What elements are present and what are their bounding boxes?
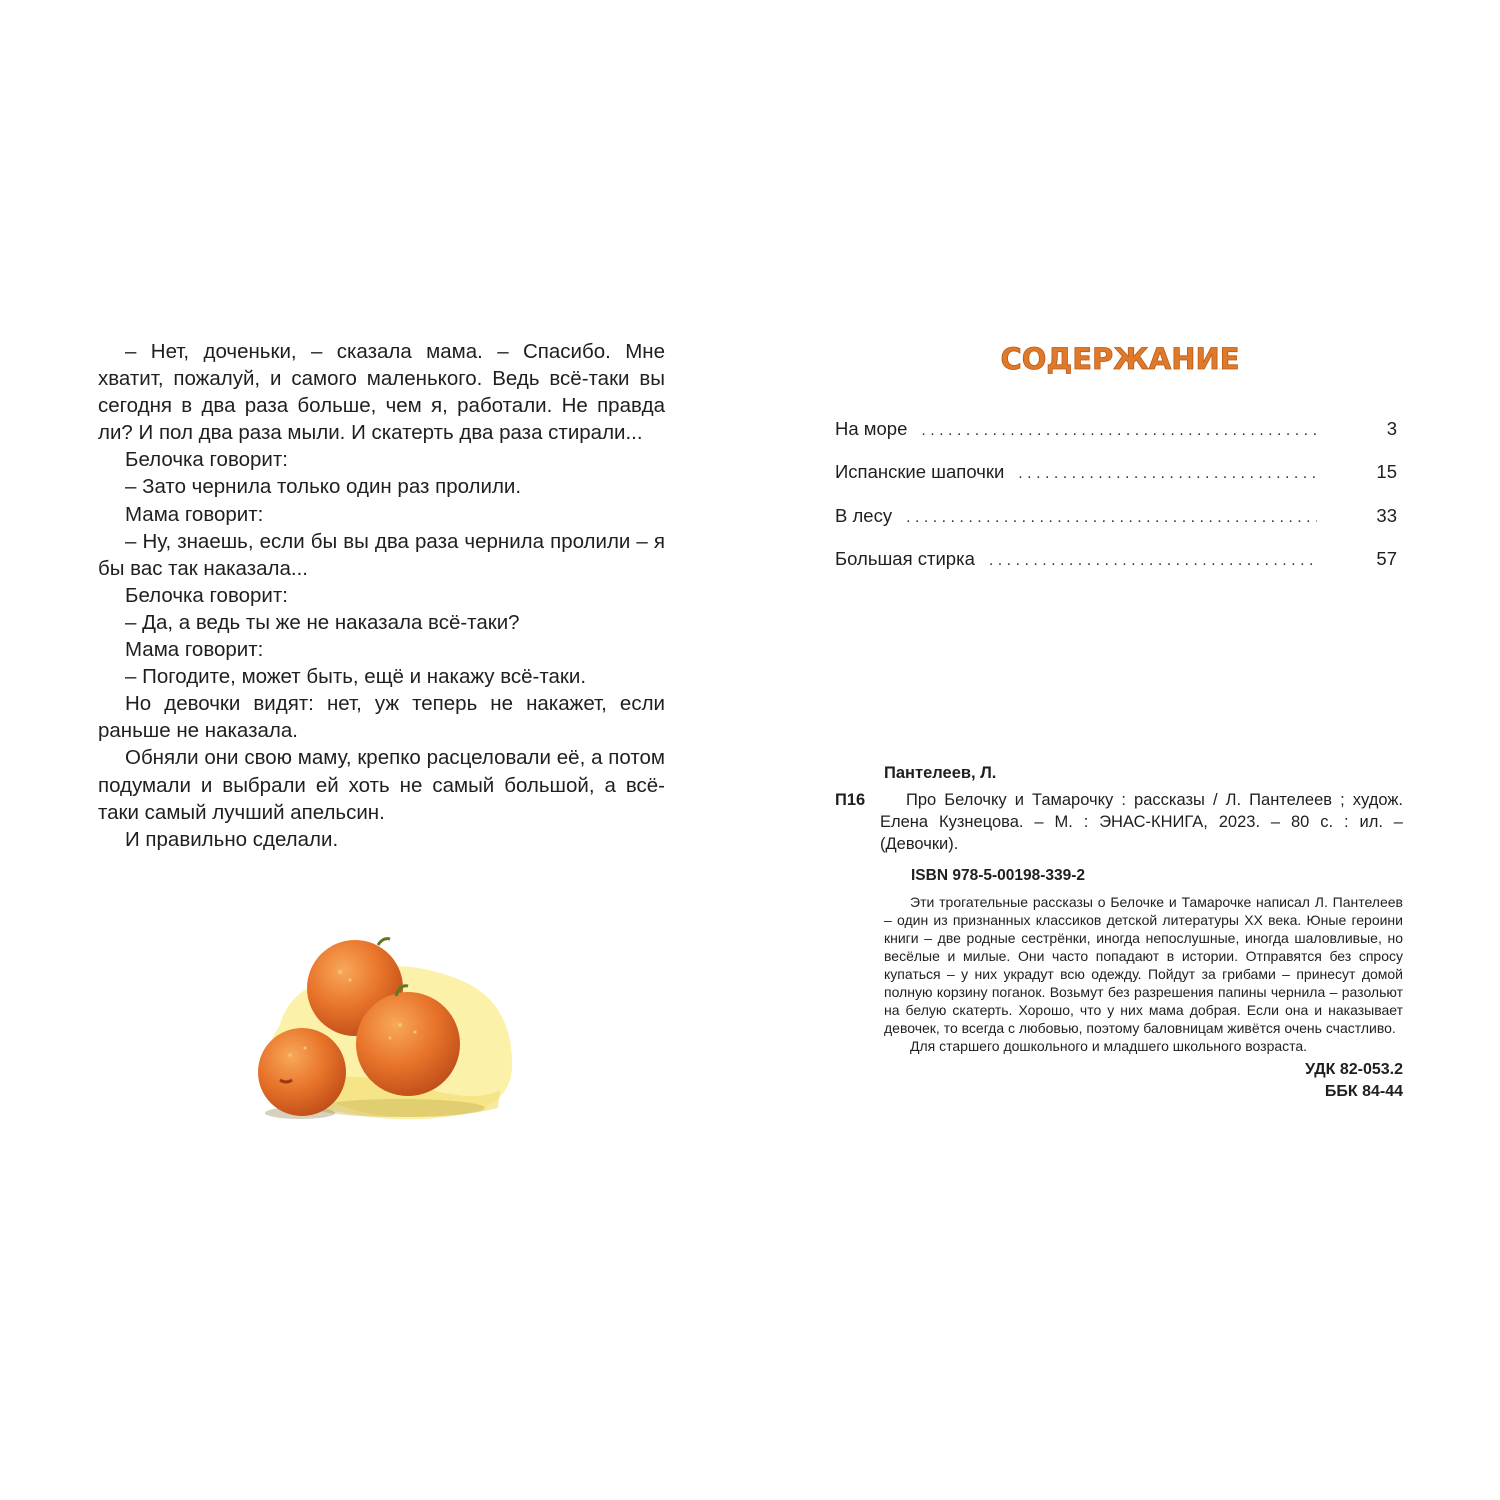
toc-item-page: 33	[1376, 504, 1397, 526]
biblio-author: Пантелеев, Л.	[884, 764, 997, 782]
biblio-isbn: ISBN 978-5-00198-339-2	[911, 867, 1086, 884]
toc-dot-leader	[906, 509, 1317, 527]
story-text	[98, 338, 665, 853]
toc-dot-leader	[921, 422, 1317, 440]
toc-item-page: 57	[1376, 547, 1397, 569]
biblio-annotation	[884, 893, 1403, 1055]
story-paragraph: Белочка говорит:	[125, 448, 288, 472]
story-paragraph: – Ну, знаешь, если бы вы два раза чернила пролили – я бы вас так наказала...	[98, 529, 665, 580]
table-of-contents	[835, 418, 1397, 591]
story-paragraph: – Нет, доченьки, – сказала мама. – Спасибо. Мне хватит, пожалуй, и самого маленького. Ведь всё-таки вы сегодня в два раза больше, чем я, работали. Не правда ли? И пол два раза мыли. И скатерть два раза стирали...	[98, 340, 665, 445]
story-paragraph: Обняли они свою маму, крепко расцеловали её, а потом подумали и выбрали ей хоть не самый большой, а всё-таки самый лучший апельсин.	[98, 746, 665, 824]
toc-item-title: В лесу	[835, 504, 893, 526]
biblio-description: Про Белочку и Тамарочку : рассказы / Л. Пантелеев ; худож. Елена Кузнецова. – М. : ЭНАС-КНИГА, 2023. – 80 с. : ил. – (Девочки).	[880, 791, 1403, 853]
annotation-audience: Для старшего дошкольного и младшего школьного возраста.	[910, 1038, 1308, 1054]
toc-dot-leader	[1018, 465, 1317, 483]
toc-title	[1000, 336, 1240, 380]
toc-item-page: 3	[1386, 418, 1397, 439]
toc-item-title: Большая стирка	[835, 547, 975, 569]
toc-item-title: На море	[835, 418, 908, 439]
annotation-text: Эти трогательные рассказы о Белочке и Тамарочке написал Л. Пантелеев – один из признанных классиков детской литературы XX века. Юные героини книги – две родные сестрёнки, иногда непослушные, иногда шаловливые, но весёлые и милые. Они часто попадают в истории. Отправятся без спросу купаться – у них украдут всю одежду. Пойдут за грибами – принесут домой полную корзину поганок. Возьмут без разрешения папины чернила – разольют на белую скатерть. Хорошо, что у них мама добрая. Если она и наказывает девочек, то всегда с любовью, поэтому баловницам живётся очень счастливо.	[884, 894, 1403, 1036]
story-paragraph: Мама говорит:	[125, 502, 264, 526]
story-paragraph: И правильно сделали.	[125, 827, 339, 851]
toc-item[interactable]	[835, 461, 1397, 504]
biblio-entry	[835, 789, 1403, 855]
toc-item-page: 15	[1376, 461, 1397, 483]
toc-item-title: Испанские шапочки	[835, 461, 1005, 483]
toc-dot-leader	[989, 552, 1317, 570]
story-paragraph: – Зато чернила только один раз пролили.	[125, 475, 522, 499]
story-paragraph: Белочка говорит:	[125, 583, 288, 607]
biblio-udk: УДК 82-053.2	[1305, 1061, 1403, 1078]
story-paragraph: Мама говорит:	[125, 638, 264, 662]
story-paragraph: Но девочки видят: нет, уж теперь не накажет, если раньше не наказала.	[98, 692, 665, 743]
toc-item[interactable]	[835, 548, 1397, 591]
toc-title-text: СОДЕРЖАНИЕ	[1000, 342, 1240, 376]
biblio-code: П16	[835, 791, 866, 809]
oranges-illustration	[250, 930, 520, 1125]
biblio-bbk: ББК 84-44	[1324, 1083, 1403, 1100]
bibliographic-record	[835, 762, 1403, 1103]
toc-item[interactable]	[835, 505, 1397, 548]
story-paragraph: – Да, а ведь ты же не наказала всё-таки?	[125, 610, 520, 634]
story-paragraph: – Погодите, может быть, ещё и накажу всё-таки.	[125, 665, 587, 689]
toc-item[interactable]	[835, 418, 1397, 461]
